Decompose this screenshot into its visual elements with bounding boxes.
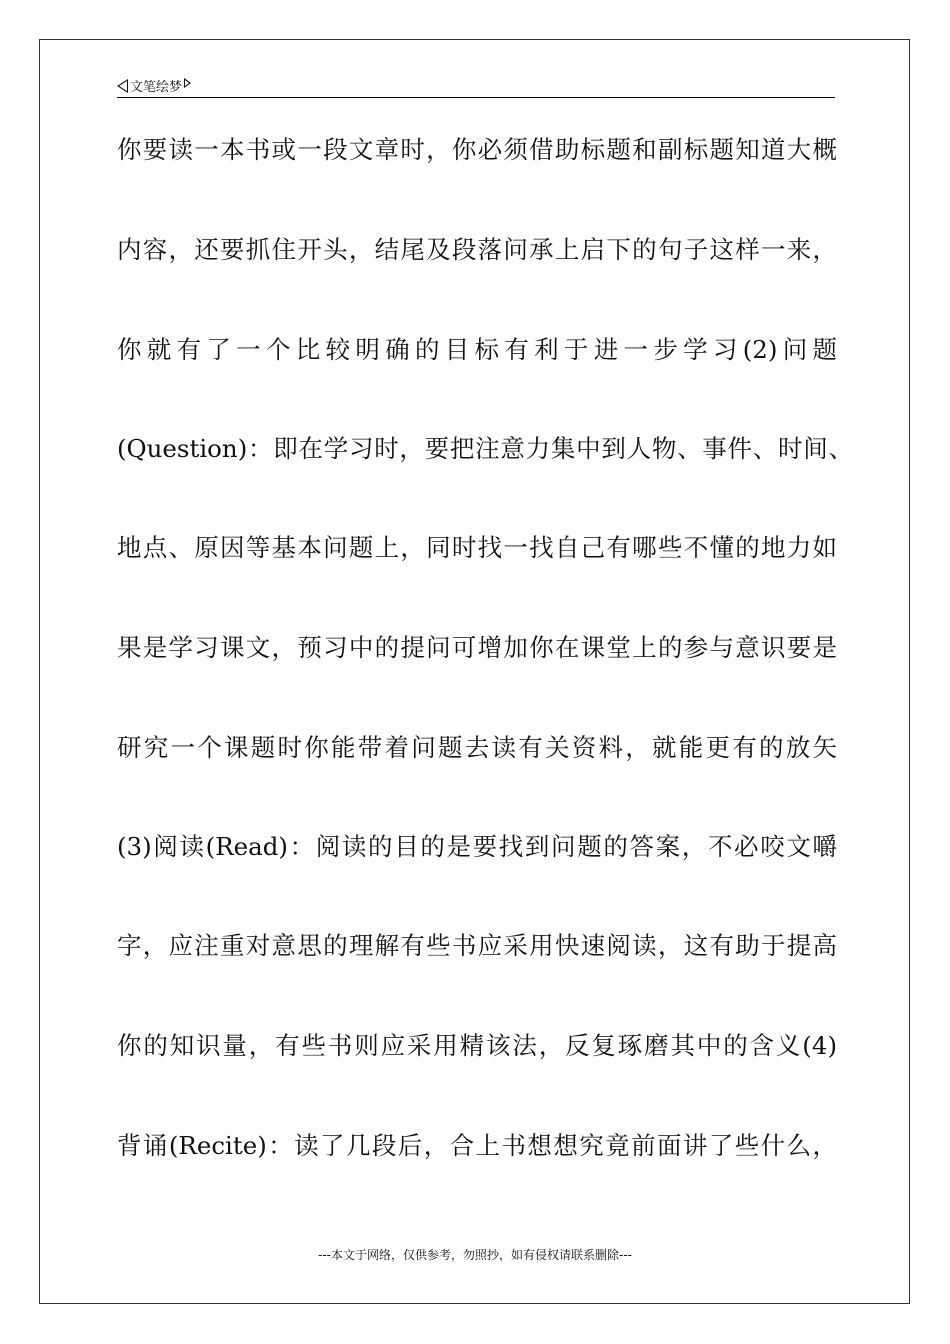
body-line-5: 地点、原因等基本问题上，同时找一找自己有哪些不懂的地力如	[117, 533, 837, 562]
body-line-1: 你要读一本书或一段文章时，你必须借助标题和副标题知道大概	[117, 135, 837, 164]
body-line-10: 你的知识量，有些书则应采用精该法，反复琢磨其中的含义(4)	[117, 1031, 837, 1060]
body-line-2: 内容，还要抓住开头，结尾及段落问承上启下的句子这样一来，	[117, 235, 837, 264]
body-line-7: 研究一个课题时你能带着问题去读有关资料，就能更有的放矢	[117, 733, 837, 762]
body-line-6: 果是学习课文，预习中的提问可增加你在课堂上的参与意识要是	[117, 633, 837, 662]
triangle-left-icon	[117, 79, 128, 93]
page-frame	[39, 39, 910, 1304]
triangle-right-icon	[184, 78, 191, 88]
header-brand-text: 文笔绘梦	[130, 80, 183, 95]
body-line-8: (3)阅读(Read)：阅读的目的是要找到问题的答案，不必咬文嚼	[117, 832, 837, 861]
body-line-11: 背诵(Recite)：读了几段后，合上书想想究竟前面讲了些什么，	[117, 1131, 837, 1160]
body-line-9: 字，应注重对意思的理解有些书应采用快速阅读，这有助于提高	[117, 931, 837, 960]
page-header	[117, 74, 835, 98]
body-line-4: (Question)：即在学习时，要把注意力集中到人物、事件、时间、	[117, 434, 853, 463]
body-line-3: 你就有了一个比较明确的目标有利于进一步学习(2)问题	[117, 335, 837, 364]
header-brand	[117, 76, 191, 95]
footer-disclaimer: ---本文于网络，仅供参考，勿照抄，如有侵权请联系删除---	[318, 1248, 632, 1262]
